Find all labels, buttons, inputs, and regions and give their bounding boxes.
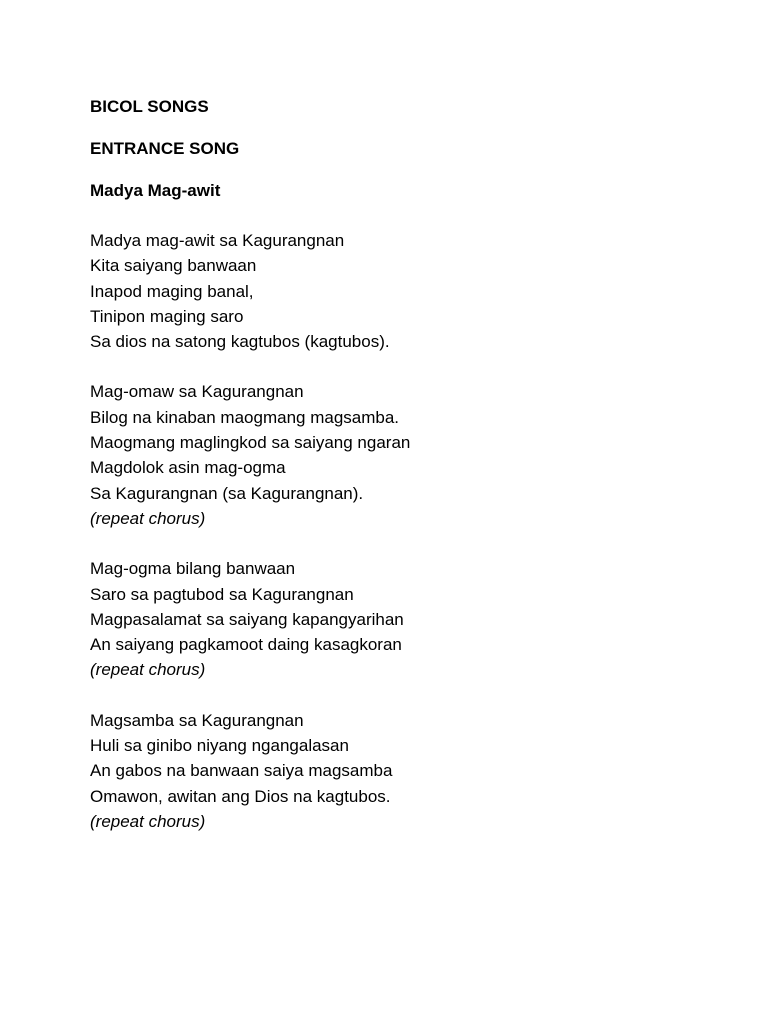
document-heading: BICOL SONGS bbox=[90, 97, 209, 116]
lyric-line: Saro sa pagtubod sa Kagurangnan bbox=[90, 584, 354, 604]
lyric-line: Sa dios na satong kagtubos (kagtubos). bbox=[90, 332, 390, 352]
lyric-line: Tinipon maging saro bbox=[90, 306, 244, 326]
lyric-line: Mag-omaw sa Kagurangnan bbox=[90, 382, 304, 402]
repeat-chorus-note: (repeat chorus) bbox=[90, 660, 206, 680]
lyric-line: Magpasalamat sa saiyang kapangyarihan bbox=[90, 609, 404, 629]
stanza-2 bbox=[90, 379, 730, 531]
lyric-line: Huli sa ginibo niyang ngangalasan bbox=[90, 736, 349, 756]
lyric-line: Bilog na kinaban maogmang magsamba. bbox=[90, 407, 400, 427]
lyric-line: An gabos na banwaan saiya magsamba bbox=[90, 761, 393, 781]
lyric-line: Madya mag-awit sa Kagurangnan bbox=[90, 231, 345, 250]
lyric-line: Sa Kagurangnan (sa Kagurangnan). bbox=[90, 483, 364, 503]
song-title: Madya Mag-awit bbox=[90, 181, 221, 200]
lyric-line: Magsamba sa Kagurangnan bbox=[90, 710, 304, 730]
repeat-chorus-note: (repeat chorus) bbox=[90, 508, 206, 528]
lyric-line: Omawon, awitan ang Dios na kagtubos. bbox=[90, 786, 391, 806]
lyric-line: Inapod maging banal, bbox=[90, 281, 254, 301]
stanza-3 bbox=[90, 556, 730, 682]
stanza-1 bbox=[90, 228, 730, 354]
lyric-line: Magdolok asin mag-ogma bbox=[90, 458, 286, 478]
document-page bbox=[90, 94, 730, 859]
section-heading: ENTRANCE SONG bbox=[90, 139, 240, 158]
lyric-line: Kita saiyang banwaan bbox=[90, 256, 257, 276]
lyric-line: Maogmang maglingkod sa saiyang ngaran bbox=[90, 433, 411, 453]
lyric-line: Mag-ogma bilang banwaan bbox=[90, 559, 296, 579]
lyric-line: An saiyang pagkamoot daing kasagkoran bbox=[90, 635, 402, 655]
stanza-4 bbox=[90, 708, 730, 834]
repeat-chorus-note: (repeat chorus) bbox=[90, 811, 206, 831]
